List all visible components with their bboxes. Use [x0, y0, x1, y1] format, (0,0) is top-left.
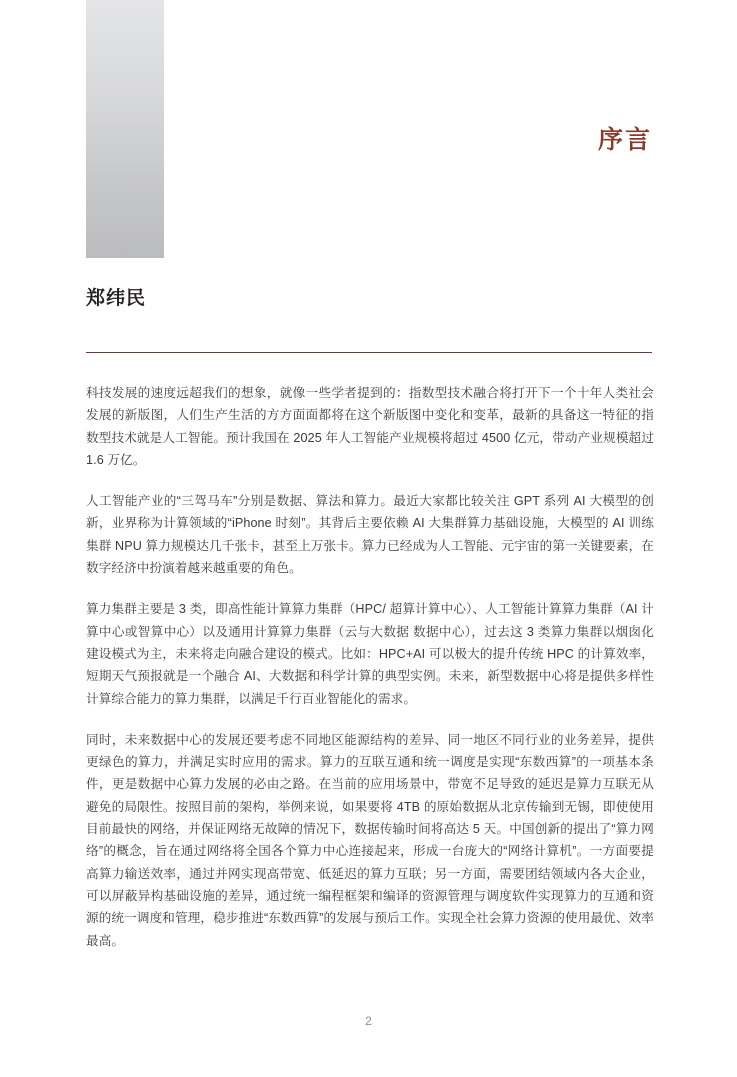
title-divider-rule [86, 352, 652, 353]
body-copy [86, 382, 654, 952]
paragraph: 同时，未来数据中心的发展还要考虑不同地区能源结构的差异、同一地区不同行业的业务差异，提供更绿色的算力，并满足实时应用的需求。算力的互联互通和统一调度是实现“东数西算”的一项基本条件，更是数据中心算力发展的必由之路。在当前的应用场景中，带宽不足导致的延迟是算力互联无从避免的局限性。按照目前的架构，举例来说，如果要将 4TB 的原始数据从北京传输到无锡，即使使用目前最快的网络，并保证网络无故障的情况下，数据传输时间将高达 5 天。中国创新的提出了“算力网络”的概念，旨在通过网络将全国各个算力中心连接起来，形成一台庞大的“网络计算机”。一方面要提高算力输送效率，通过并网实现高带宽、低延迟的算力互联；另一方面，需要团结领域内各大企业，可以屏蔽异构基础设施的差异，通过统一编程框架和编译的资源管理与调度软件实现算力的互通和资源的统一调度和管理，稳步推进“东数西算”的发展与预后工作。实现全社会算力资源的使用最优、效率最高。 [86, 732, 654, 948]
paragraph: 算力集群主要是 3 类，即高性能计算算力集群（HPC/ 超算计算中心）、人工智能计算算力集群（AI 计算中心或智算中心）以及通用计算算力集群（云与大数据 数据中心），过去这 3 类算力集群以烟囱化建设模式为主，未来将走向融合建设的模式。比如：HPC+AI 可以极大的提升传统 HPC 的计算效率，短期天气预报就是一个融合 AI、大数据和科学计算的典型实例。未来，新型数据中心将是提供多样性计算综合能力的算力集群，以满足千行百业智能化的需求。 [86, 602, 654, 706]
page-title: 序言 [597, 126, 652, 154]
author-name: 郑纬民 [86, 288, 147, 309]
paragraph: 科技发展的速度远超我们的想象，就像一些学者提到的：指数型技术融合将打开下一个十年人类社会发展的新版图，人们生产生活的方方面面都将在这个新版图中变化和变革，最新的具备这一特征的指数型技术就是人工智能。预计我国在 2025 年人工智能产业规模将超过 4500 亿元，带动产业规模超过 1.6 万亿。 [86, 386, 654, 467]
decorative-gray-block [86, 0, 164, 258]
page-number: 2 [365, 1014, 372, 1028]
paragraph: 人工智能产业的“三驾马车”分别是数据、算法和算力。最近大家都比较关注 GPT 系列 AI 大模型的创新，业界称为计算领域的“iPhone 时刻”。其背后主要依赖 AI 大集群算力基础设施，大模型的 AI 训练集群 NPU 算力规模达几千张卡，甚至上万张卡。算力已经成为人工智能、元宇宙的第一关键要素，在数字经济中扮演着越来越重要的角色。 [86, 494, 654, 576]
